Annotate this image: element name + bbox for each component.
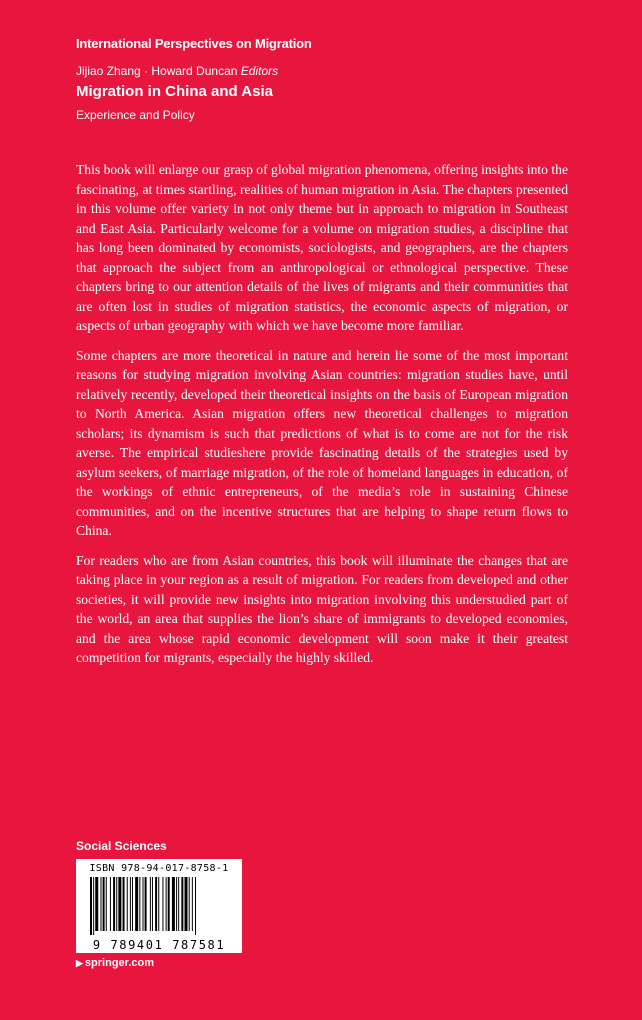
barcode-bar <box>116 877 117 931</box>
barcode-bar <box>103 877 105 931</box>
barcode-bar <box>172 877 175 931</box>
barcode-bar <box>93 877 94 935</box>
book-subtitle: Experience and Policy <box>76 108 195 122</box>
blurb-paragraph: This book will enlarge our grasp of global migration phenomena, offering insights into the fascinating, at times startling, realities of human migration in Asia. The chapters presented in this volume offer variety in not only theme but in approach to migration in Southeast and East Asia. Particularly welcome for a volume on migration studies, a discipline that has long been dominated by economists, sociologists, and geographers, are the chapters that approach the subject from an anthropological or ethnological perspective. These chapters bring to our attention details of the lives of migrants and their communities that are often lost in studies of migration statistics, the economic aspects of migration, or aspects of urban geography with which we have become more familiar. <box>76 162 568 333</box>
barcode-bar <box>181 877 183 931</box>
barcode-bar <box>145 877 147 931</box>
barcode-panel <box>76 859 242 953</box>
barcode-bar <box>95 877 98 931</box>
barcode-bar <box>166 877 167 931</box>
barcode-bar <box>176 877 177 931</box>
editor-names: Jijiao Zhang · Howard Duncan <box>76 64 238 78</box>
barcode-bar <box>113 877 115 931</box>
barcode-bar <box>139 877 140 931</box>
book-title: Migration in China and Asia <box>76 83 273 100</box>
barcode-bar <box>135 877 138 931</box>
triangle-right-icon: ▶ <box>76 958 83 968</box>
barcode-bar <box>168 877 170 931</box>
barcode-graphic <box>88 877 230 935</box>
barcode-bar <box>158 877 159 931</box>
barcode-bar <box>101 877 102 931</box>
barcode-bar <box>132 877 133 931</box>
barcode-bar <box>155 877 157 931</box>
publisher-link-label: springer.com <box>84 957 154 969</box>
barcode-bar <box>118 877 121 931</box>
barcode-bar <box>178 877 179 931</box>
barcode-bar <box>185 877 188 931</box>
barcode-bar <box>192 877 193 931</box>
barcode-bar <box>127 877 128 931</box>
barcode-bar <box>90 877 92 935</box>
barcode-bar <box>162 877 163 931</box>
ean-digits: 9 789401 787581 <box>92 938 226 952</box>
barcode-bar <box>189 877 190 931</box>
blurb-paragraph: Some chapters are more theoretical in nature and herein lie some of the most important reasons for studying migration involving Asian countries: migration studies have, until relatively recently, developed their theoretical insights on the basis of European migration to North America. Asian migration offers new theoretical challenges to migration scholars; its dynamism is such that predictions of what is to come are not for the risk averse. The empirical studieshere provide fascinating details of the strategies used by asylum seekers, of marriage migration, of the role of homeland languages in education, of the workings of ethnic entrepreneurs, of the media’s role in sustaining Chinese communities, and on the incentive structures that are helping to shape return flows to China. <box>76 347 568 538</box>
editors-line <box>76 64 278 78</box>
barcode-bar <box>110 877 111 931</box>
barcode-bar <box>123 877 125 931</box>
isbn-label: ISBN 978-94-017-8758-1 <box>89 863 229 874</box>
barcode-bar <box>150 877 151 931</box>
blurb-text <box>76 160 568 678</box>
barcode-bar <box>143 877 144 931</box>
barcode-bar <box>130 877 131 931</box>
series-title: International Perspectives on Migration <box>76 36 312 51</box>
subject-category: Social Sciences <box>76 839 167 853</box>
blurb-paragraph: For readers who are from Asian countries, this book will illuminate the changes that are taking place in your region as a result of migration. For readers from developed and other societies, it will provide new insights into migration involving this understudied part of the world, an area that supplies the lion’s share of immigrants to developed economies, and the area whose rapid economic development will soon make it their greatest competition for migrants, especially the highly skilled. <box>76 552 568 665</box>
editors-role: Editors <box>240 64 279 78</box>
barcode-bar <box>195 877 196 935</box>
barcode-bar <box>106 877 107 931</box>
publisher-link[interactable] <box>76 957 154 969</box>
barcode-bar <box>152 877 153 931</box>
